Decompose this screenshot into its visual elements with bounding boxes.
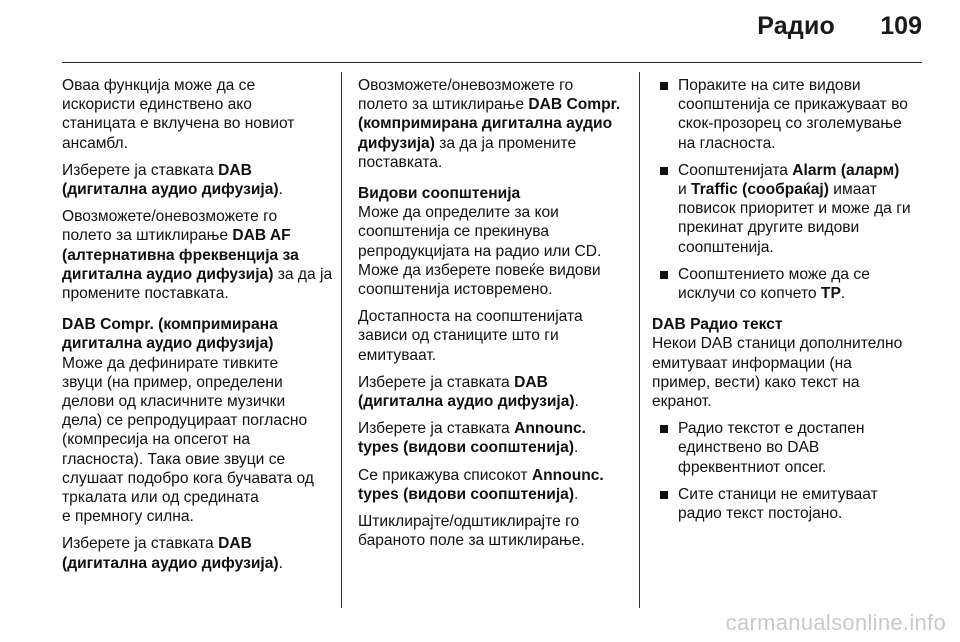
paragraph: Оваа функција може да се искористи единствено ако станицата е вклучена во новиот ансамбл. xyxy=(62,77,295,152)
bullet-square-icon xyxy=(660,491,668,499)
bullet-square-icon xyxy=(660,271,668,279)
section-heading: DAB Радио текст xyxy=(652,316,783,334)
paragraph: Овозможете/оневозможете го полето за штиклирање DAB AF (алтернативна фреквенција за дигитална аудио дифузија) за да ја промените поставката. xyxy=(62,208,333,303)
bullet-item: Радио текстот е достапен единствено во DAB фреквентниот опсег. xyxy=(652,419,937,477)
bullet-item: Сите станици не емитуваат радио текст постојано. xyxy=(652,485,937,523)
bullet-square-icon xyxy=(660,425,668,433)
paragraph: Овозможете/оневозможете го полето за штиклирање DAB Compr. (компримирана дигитална аудио дифузија) за да ја промените поставката. xyxy=(358,77,621,171)
paragraph: Изберете ја ставката Announc. types (видови соопштенија). xyxy=(358,420,586,457)
column-2 xyxy=(358,76,634,558)
bullet-square-icon xyxy=(660,82,668,90)
column-divider-2 xyxy=(639,72,640,608)
paragraph: Изберете ја ставката DAB (дигитална аудио дифузија). xyxy=(358,373,579,411)
paragraph: Некои DAB станици дополнително емитуваат информации (на пример, вести) како текст на екранот. xyxy=(652,335,903,411)
section-heading: DAB Compr. (компримирана дигитална аудио дифузија) xyxy=(62,316,278,353)
bullet-square-icon xyxy=(660,167,668,175)
paragraph: Штиклирајте/одштиклирајте го бараното поле за штиклирање. xyxy=(358,513,585,550)
bullet-item: Соопштенијата Alarm (аларм) и Traffic (сообраќај) имаат повисок приоритет и може да ги прекинат другите видови соопштенија. xyxy=(652,161,937,257)
paragraph: Изберете ја ставката DAB (дигитална аудио дифузија). xyxy=(62,161,283,199)
paragraph: Може да дефинирате тивките звуци (на пример, определени делови од класичните музички дела) се репродуцираат погласно (компресија на опсегот на гласноста). Така овие звуци се слушаат подобро кога бучавата од тркалата или од средината е премногу силна. xyxy=(62,354,314,526)
watermark: carmanualsonline.info xyxy=(725,610,946,635)
page-number: 109 xyxy=(880,12,922,40)
column-3 xyxy=(652,76,937,531)
bullet-item: Пораките на сите видови соопштенија се прикажуваат во скок-прозорец со зголемување на гласноста. xyxy=(652,76,937,153)
paragraph: Изберете ја ставката DAB (дигитална аудио дифузија). xyxy=(62,535,283,572)
section-title: Радио xyxy=(757,12,835,40)
paragraph: Достапноста на соопштенијата зависи од станиците што ги емитуваат. xyxy=(358,308,583,364)
paragraph: Може да определите за кои соопштенија се прекинува репродукцијата на радио или CD. Може да изберете повеќе видови соопштенија истовремено. xyxy=(358,204,602,299)
header-divider xyxy=(62,62,922,63)
bullet-item: Соопштението може да се исклучи со копчето TP. xyxy=(652,265,937,303)
section-heading: Видови соопштенија xyxy=(358,185,521,203)
paragraph: Се прикажува списокот Announc. types (видови соопштенија). xyxy=(358,466,604,503)
column-divider-1 xyxy=(341,72,342,608)
column-1 xyxy=(62,76,334,581)
